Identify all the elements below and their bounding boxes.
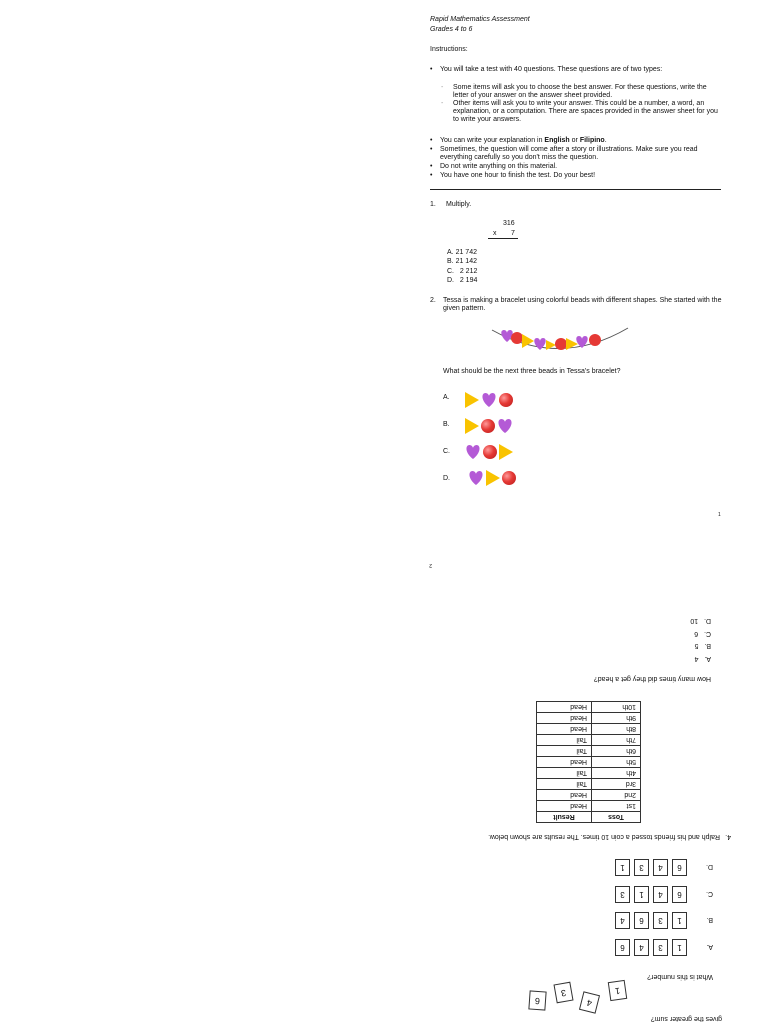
result-cell: Head [537,702,592,713]
digit-box: 3 [653,939,668,956]
q1-prompt: Multiply. [446,201,472,208]
english-word: English [544,137,570,144]
option-text: 21 742 [455,249,477,256]
q4-option-a [695,654,711,662]
digit-card: 4 [579,991,600,1014]
option-text: 4 [694,655,699,662]
digit-box: 6 [615,939,630,956]
result-cell: Head [537,801,592,812]
digit-box: 3 [653,912,668,929]
bullet2-text: You can write your explanation in [440,137,545,144]
digit-box: 1 [634,886,649,903]
digit-box: 6 [634,912,649,929]
option-letter: D. [704,617,711,624]
q3-option-c [611,886,713,905]
digit-box: 1 [615,859,630,876]
q4-question: How many times did they get a head? [593,675,711,682]
q1-product-line [488,238,518,239]
result-cell: Head [537,724,592,735]
q1-multiplicand: 316 [503,220,515,227]
option-text: 2 212 [459,268,478,275]
bead-ball [502,471,516,485]
q2-option-a-letter: A. [443,394,450,401]
digit-box: 4 [615,912,630,929]
document-title: Rapid Mathematics Assessment [430,16,530,23]
option-letter: D. [706,863,713,870]
bead-triangle [499,444,513,460]
q1-multiplier: 7 [511,230,515,237]
digit-box: 4 [653,859,668,876]
page-number: 1 [718,512,721,518]
q1-option-c [447,268,477,276]
option-letter: A. [706,943,713,950]
table-row [537,702,641,713]
instruction-bullet-3: • Sometimes, the question will come after a story or illustrations. Make sure you read everything carefully so you don't miss the question. [440,146,722,162]
toss-cell: 2nd [592,790,641,801]
period: . [604,137,607,144]
bead-heart [497,418,513,434]
bracelet-pattern-image [490,324,632,356]
filipino-word: Filipino [579,137,605,144]
digit-box: 3 [615,886,630,903]
option-text: 2 194 [459,277,478,284]
table-header-toss: Toss [592,812,641,823]
bead-ball [511,332,523,344]
q3-tail-text: gives the greater sum? [650,1015,722,1022]
or-word: or [569,137,580,144]
option-letter: C. [706,890,713,897]
toss-cell: 3rd [592,779,641,790]
digit-box: 6 [672,886,687,903]
q1-option-b [447,258,477,266]
q4-number: 4. [725,833,731,840]
bead-triangle [465,418,479,434]
result-cell: Tail [537,779,592,790]
q3-question: What is this number? [647,973,713,980]
option-text: 5 [694,642,699,649]
option-letter: A. [447,249,454,256]
option-letter: B. [704,642,711,649]
q2-prompt: Tessa is making a bracelet using colorful beads with different shapes. She started with the given pattern. [443,297,722,312]
result-cell: Tail [537,746,592,757]
table-row [537,735,641,746]
q2-question: What should be the next three beads in Tessa's bracelet? [443,368,621,375]
grade-level: Grades 4 to 6 [430,26,473,33]
q3-option-b [611,912,713,931]
page-number: 2 [429,562,432,568]
bead-heart [481,392,497,408]
instruction-bullet-2 [440,137,722,145]
option-letter: B. [706,916,713,923]
instruction-bullet-1: • You will take a test with 40 questions. These questions are of two types: [440,66,722,74]
instruction-bullet-4: • Do not write anything on this material. [440,163,722,171]
table-header-result: Result [537,812,592,823]
result-cell: Tail [537,768,592,779]
q4-option-b [695,641,711,649]
result-cell: Tail [537,735,592,746]
q4-option-c [694,629,711,637]
toss-cell: 5th [592,757,641,768]
toss-cell: 4th [592,768,641,779]
table-row [537,790,641,801]
bead-triangle [486,470,500,486]
toss-cell: 1st [592,801,641,812]
table-row [537,779,641,790]
digit-box: 3 [634,859,649,876]
q2-option-c-beads [465,444,513,460]
q1-number: 1. [430,201,436,208]
bead-heart [534,338,545,350]
bead-ball [483,445,497,459]
result-cell: Head [537,713,592,724]
digit-box: 1 [672,939,687,956]
result-cell: Head [537,757,592,768]
toss-cell: 6th [592,746,641,757]
bead-ball [555,338,567,350]
option-letter: D. [447,277,454,284]
option-letter: C. [704,630,711,637]
table-row [537,757,641,768]
divider [430,189,721,190]
q2-number: 2. [430,297,436,304]
digit-card: 3 [553,982,573,1004]
toss-cell: 7th [592,735,641,746]
bead-triangle [465,392,479,408]
q2-option-b-beads [465,418,513,434]
q1-times-sign: x [493,230,497,237]
page-2 [0,512,768,1024]
q2-option-d-beads [468,470,516,486]
bead-heart [576,336,587,348]
coin-toss-table [536,701,641,823]
digit-box: 1 [672,912,687,929]
q2-option-c-letter: C. [443,448,450,455]
instructions-heading: Instructions: [430,46,468,53]
table-row [537,724,641,735]
option-letter: C. [447,268,454,275]
digit-box: 4 [634,939,649,956]
digit-card: 1 [608,980,627,1001]
toss-cell: 9th [592,713,641,724]
instruction-bullet-5: • You have one hour to finish the test. Do your best! [440,172,722,180]
bead-ball [481,419,495,433]
q2-option-d-letter: D. [443,475,450,482]
bead-heart [465,444,481,460]
q1-option-d [447,277,477,285]
option-letter: A. [704,655,711,662]
bead-heart [501,330,512,342]
option-text: 21 142 [455,258,477,265]
q4-option-d [690,616,711,624]
result-cell: Head [537,790,592,801]
digit-box: 4 [653,886,668,903]
table-header-row [537,812,641,823]
option-text: 10 [690,617,699,624]
option-text: 6 [694,630,699,637]
instruction-sub-2: - Other items will ask you to write your answer. This could be a number, a word, an explanation, or a computation. There are spaces provided in the answer sheet for you to write your answers. [453,100,721,124]
option-letter: B. [447,258,454,265]
q3-option-d [611,859,713,878]
toss-cell: 10th [592,702,641,713]
bead-ball [589,334,601,346]
digit-card: 6 [528,990,546,1010]
table-row [537,713,641,724]
bead-heart [468,470,484,486]
q2-option-a-beads [465,392,513,408]
table-row [537,768,641,779]
q4-prompt: Ralph and his friends tossed a coin 10 times. The results are shown below. [488,833,720,840]
toss-cell: 8th [592,724,641,735]
table-row [537,746,641,757]
q2-option-b-letter: B. [443,421,450,428]
bead-ball [499,393,513,407]
digit-box: 6 [672,859,687,876]
q1-option-a [447,249,477,257]
instruction-sub-1: - Some items will ask you to choose the best answer. For these questions, write the letter of your answer on the answer sheet provided. [453,84,721,100]
q3-option-a [611,939,713,958]
table-row [537,801,641,812]
